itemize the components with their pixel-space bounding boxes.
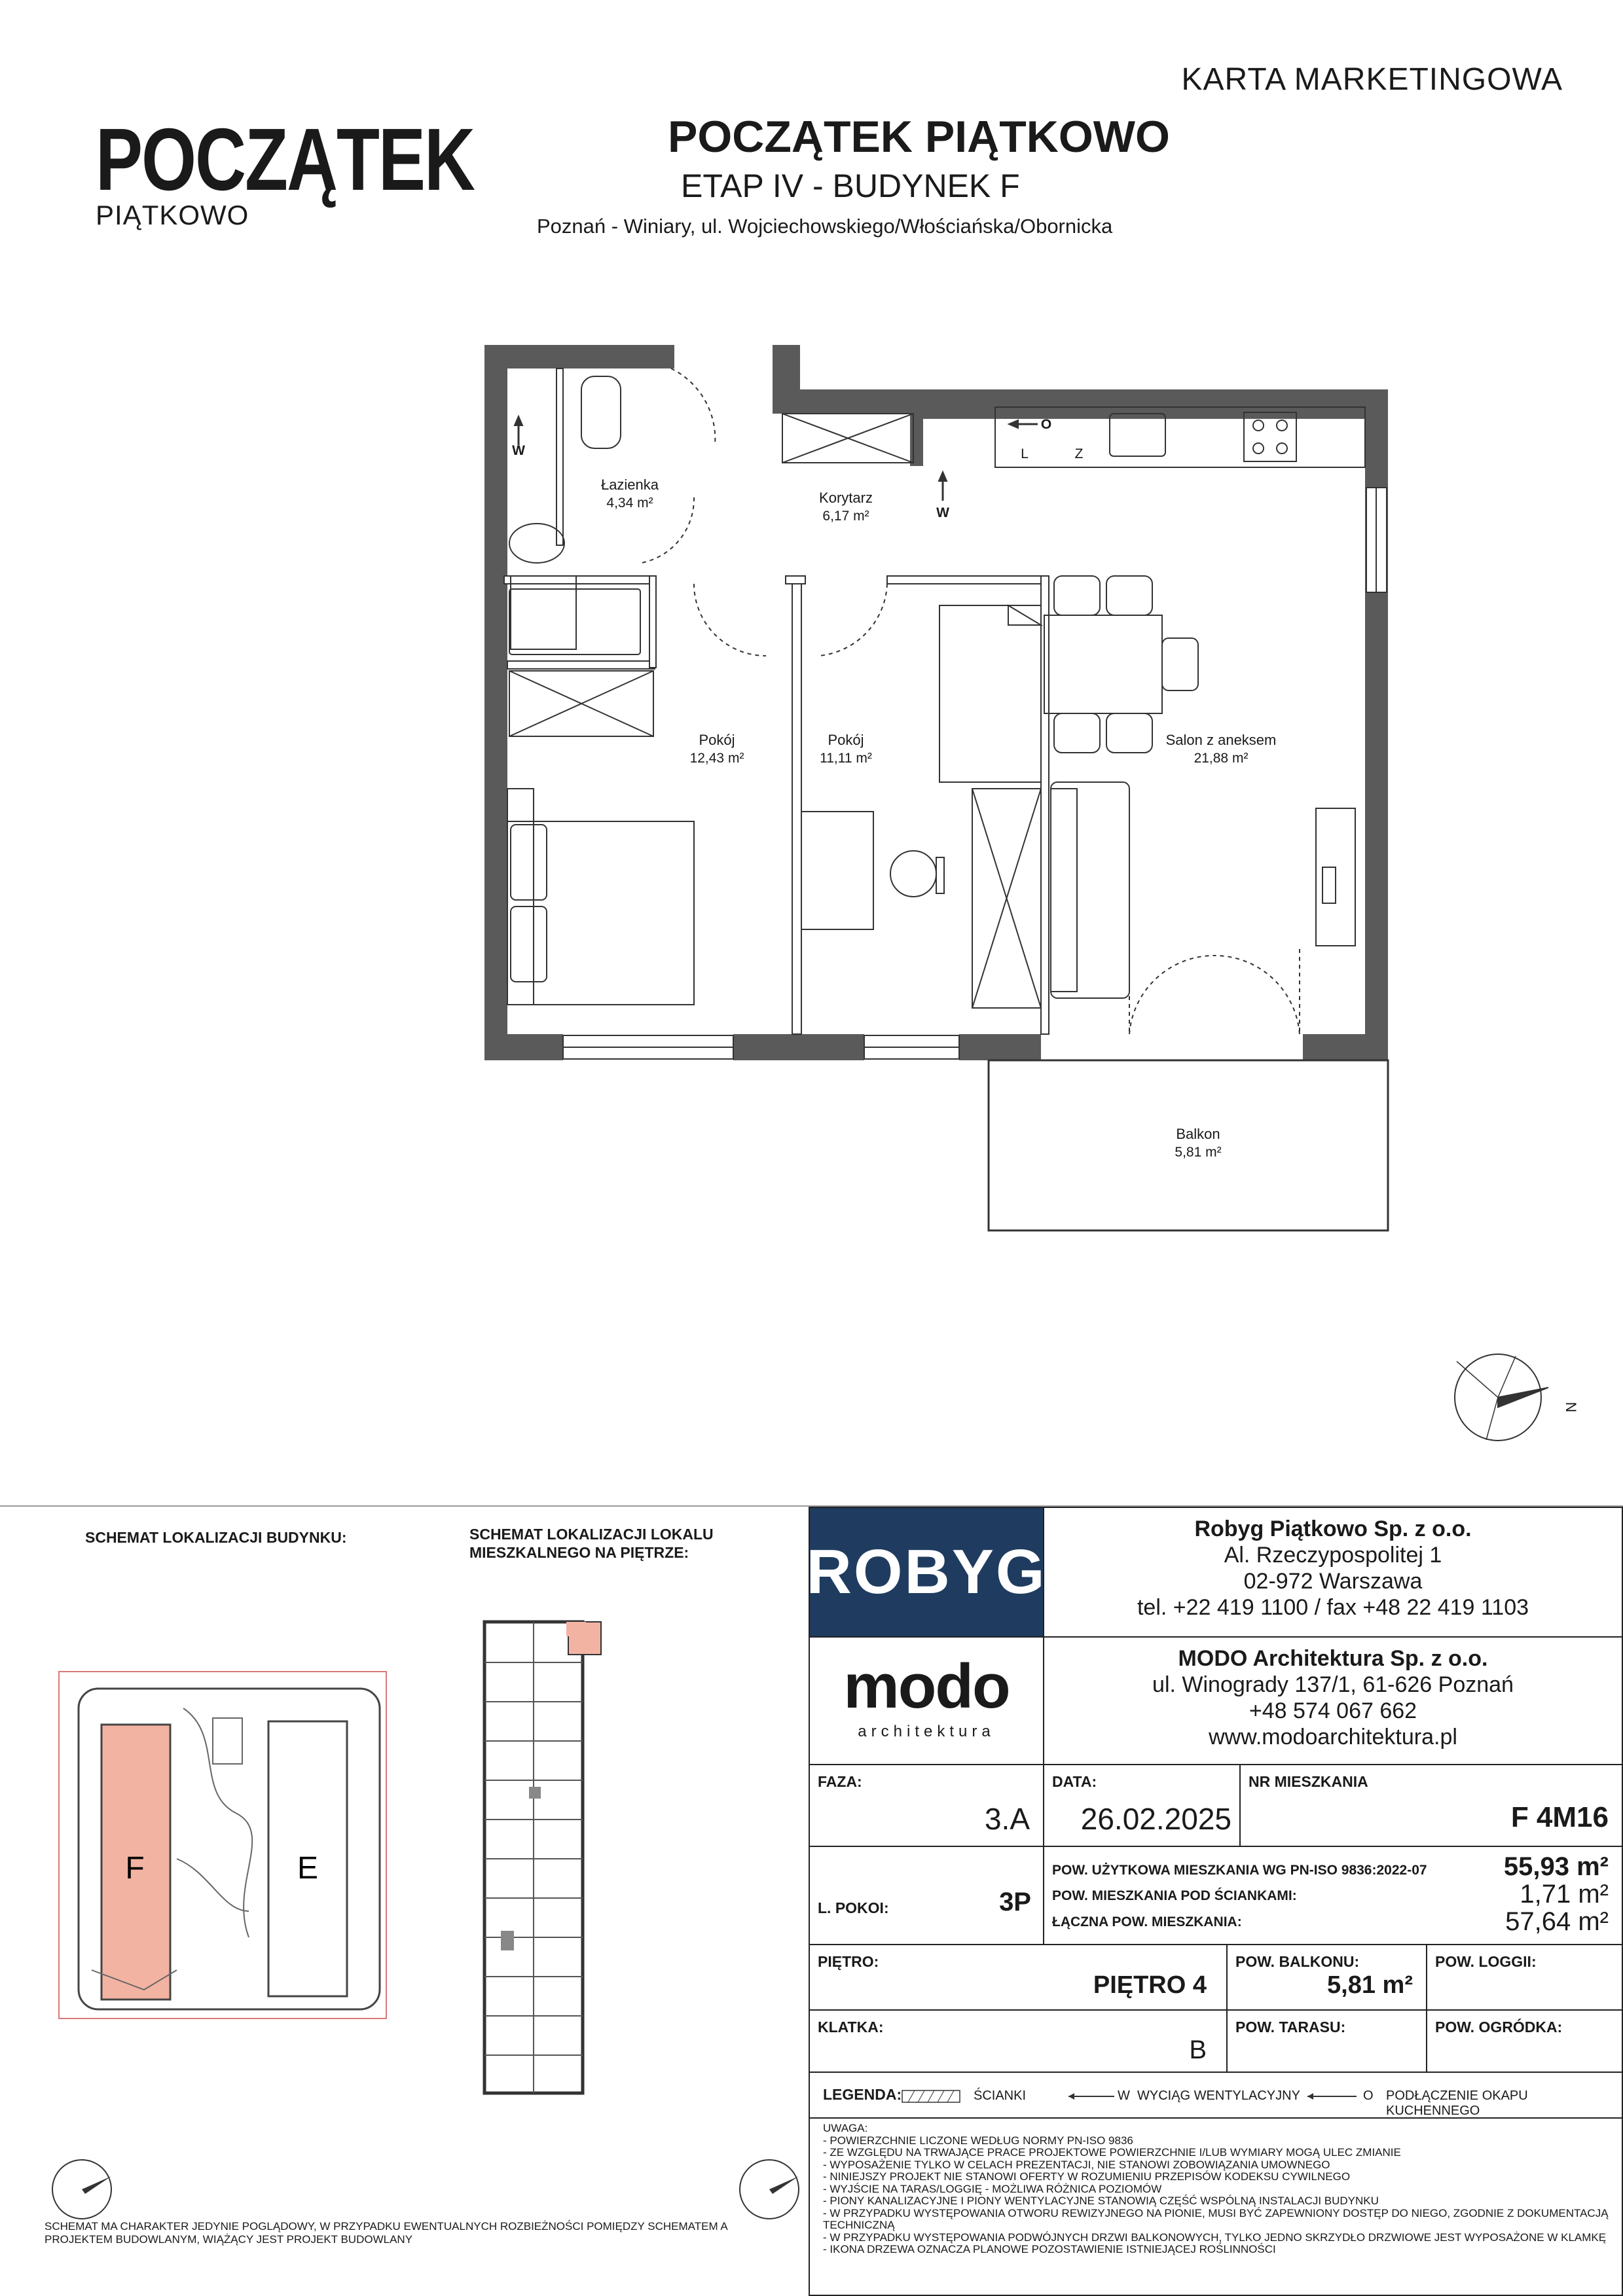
loggia-cell [1427,1945,1623,2011]
note-line: - WYPOSAŻENIE TYLKO W CELACH PREZENTACJI, NIE STANOWI ZOBOWIĄZANIA UMOWNEGO [823,2158,1330,2171]
building-f-label: F [125,1851,145,1886]
unit-location-map [471,1617,629,2101]
pokoi-cell [809,1847,1044,1945]
data-value: 26.02.2025 [1080,1802,1231,1836]
pow-uzytkowa-label: POW. UŻYTKOWA MIESZKANIA WG PN-ISO 9836:2022-07 [1052,1863,1427,1878]
room-name-korytarz: Korytarz [819,490,873,506]
klatka-label: KLATKA: [818,2018,884,2036]
faza-label: FAZA: [818,1773,862,1790]
balkon-label: POW. BALKONU: [1235,1953,1360,1970]
note-line: - WYJŚCIE NA TARAS/LOGGIĘ - MOŻLIWA RÓŻNICA POZIOMÓW [823,2182,1162,2195]
modo-info [1044,1638,1623,1765]
note-line: - POWIERZCHNIE LICZONE WEDŁUG NORMY PN-ISO 9836 [823,2134,1133,2147]
note-line: - IKONA DRZEWA OZNACZA PLANOWE POZOSTAWIENIE ISTNIEJĄCEJ ROŚLINNOŚCI [823,2243,1276,2255]
note-line: - W PRZYPADKU WYSTĘPOWANIA OTWORU REWIZYJNEGO NA PIONIE, MUSI BYĆ ZAPEWNIONY DOSTĘP DO NIEGO, ZGODNIE Z DOKUMENTACJĄ [823,2206,1609,2219]
pow-sciankami-label: POW. MIESZKANIA POD ŚCIANKAMI: [1052,1888,1297,1903]
pokoi-label: L. POKOI: [818,1899,889,1916]
room-area-pokoj-1: 12,43 m² [689,751,744,766]
room-name-salon: Salon z aneksem [1165,732,1277,748]
area-cell [1044,1847,1623,1945]
schema-footnote [45,2220,728,2246]
north-arrow-icon [46,2153,118,2225]
legend-title: LEGENDA: [823,2086,902,2103]
room-name-lazienka: Łazienka [600,476,659,493]
robyg-street: Al. Rzeczypospolitej 1 [1224,1543,1442,1568]
laczna-value: 57,64 m² [1505,1907,1609,1936]
modo-logo [809,1638,1044,1765]
laczna-label: ŁĄCZNA POW. MIESZKANIA: [1052,1914,1242,1929]
klatka-value: B [1189,2036,1207,2064]
legend [809,2073,1623,2119]
nr-value: F 4M16 [1510,1801,1609,1833]
loggia-label: POW. LOGGII: [1435,1953,1537,1970]
robyg-logo: ROBYG [809,1507,1044,1638]
faza-cell [809,1765,1044,1847]
taras-label: POW. TARASU: [1235,2018,1346,2036]
modo-logo-sub: architektura [858,1723,995,1740]
document-type: KARTA MARKETINGOWA [1181,62,1563,97]
building-schema-title: SCHEMAT LOKALIZACJI BUDYNKU: [85,1529,347,1546]
room-area-salon: 21,88 m² [1194,751,1249,766]
north-label: N [1563,1402,1579,1412]
room-name-pokoj-1: Pokój [699,732,735,748]
wall-hatch-icon [902,2090,960,2103]
note-line: - PIONY KANALIZACYJNE I PIONY WENTYLACYJNE STANOWIĄ CZĘŚĆ WSPÓLNĄ INSTALACJI BUDYNKU [823,2195,1379,2207]
legend-wyciag: WYCIĄG WENTYLACYJNY [1137,2089,1300,2103]
pow-sciankami-value: 1,71 m² [1520,1880,1609,1909]
building-e-label: E [297,1851,319,1886]
legend-o: O [1363,2089,1374,2103]
modo-company-name: MODO Architektura Sp. z o.o. [1178,1646,1488,1671]
note-line: UWAGA: [823,2122,868,2134]
hood-arrow-icon [1304,2091,1363,2102]
modo-phone: +48 574 067 662 [1249,1698,1417,1723]
unit-schema-title-line2: MIESZKALNEGO NA PIĘTRZE: [469,1544,689,1561]
brand-logo-sub: PIĄTKOWO [96,200,249,230]
note-line: - W PRZYPADKU WYSTĘPOWANIA PODWÓJNYCH DRZWI BALKONOWYCH, TYLKO JEDNO SKRZYDŁO DRZWIOWE JEST WYPOSAŻONE W KLAMKĘ [823,2231,1607,2244]
notes-box [809,2119,1623,2296]
schema-footnote-line1: SCHEMAT MA CHARAKTER JEDYNIE POGLĄDOWY, W PRZYPADKU EWENTUALNYCH ROZBIEŻNOŚCI POMIĘDZY SCHEMATEM A [45,2220,728,2233]
vent-mark-w: W [512,443,525,458]
room-area-korytarz: 6,17 m² [822,509,869,524]
room-name-pokoj-2: Pokój [828,732,864,748]
project-title: POCZĄTEK PIĄTKOWO [668,112,1170,162]
vent-arrow-icon [1065,2091,1118,2102]
balkon-value: 5,81 m² [1327,1971,1413,1999]
modo-logo-text: modo [843,1651,1010,1721]
faza-value: 3.A [984,1802,1030,1836]
robyg-city: 02-972 Warszawa [1243,1569,1423,1594]
room-name-balkon: Balkon [1176,1126,1220,1142]
notes-list [823,2123,1609,2256]
project-stage: ETAP IV - BUDYNEK F [681,168,1020,204]
brand-logo-text: POCZĄTEK [96,109,474,209]
balkon-cell [1228,1945,1427,2011]
unit-schema-title-line1: SCHEMAT LOKALIZACJI LOKALU [469,1526,714,1543]
robyg-info [1044,1507,1623,1638]
legend-scianki: ŚCIANKI [974,2089,1027,2103]
pietro-label: PIĘTRO: [818,1953,879,1970]
title-block [806,1507,1623,2296]
vent-mark-w: W [936,505,949,520]
room-area-pokoj-2: 11,11 m² [820,751,872,766]
legend-okap: PODŁĄCZENIE OKAPU KUCHENNEGO [1386,2089,1528,2118]
data-label: DATA: [1052,1773,1097,1790]
unit-schema-title [469,1525,714,1562]
data-cell [1044,1765,1241,1847]
north-arrow-icon [733,2153,805,2225]
note-line: - ZE WZGLĘDU NA TRWAJĄCE PRACE PROJEKTOWE POWIERZCHNIE I/LUB WYMIARY MOGĄ ULEC ZMIANIE [823,2146,1401,2159]
klatka-cell [809,2011,1228,2073]
ogrodek-label: POW. OGRÓDKA: [1435,2018,1563,2036]
pietro-cell [809,1945,1228,2011]
room-area-balkon: 5,81 m² [1175,1145,1222,1160]
building-location-map [52,1662,393,2029]
taras-cell [1228,2011,1427,2073]
hood-mark-o: O [1040,417,1052,432]
modo-web: www.modoarchitektura.pl [1209,1725,1457,1749]
appliance-mark-l: L [1021,446,1029,461]
ogrodek-cell [1427,2011,1623,2073]
robyg-company-name: Robyg Piątkowo Sp. z o.o. [1194,1516,1472,1541]
pietro-value: PIĘTRO 4 [1093,1971,1207,1999]
note-line: - NINIEJSZY PROJEKT NIE STANOWI OFERTY W ROZUMIENIU PRZEPISÓW KODEKSU CYWILNEGO [823,2170,1351,2183]
robyg-phone: tel. +22 419 1100 / fax +48 22 419 1103 [1137,1595,1529,1620]
nr-cell [1241,1765,1623,1847]
appliance-mark-z: Z [1074,446,1084,461]
nr-label: NR MIESZKANIA [1249,1773,1368,1790]
pow-uzytkowa-value: 55,93 m² [1503,1852,1609,1881]
modo-street: ul. Winogrady 137/1, 61-626 Poznań [1152,1672,1514,1697]
schema-footnote-line2: PROJEKTEM BUDOWLANYM, WIĄŻĄCY JEST PROJEKT BUDOWLANY [45,2233,413,2246]
legend-w: W [1118,2089,1130,2103]
pokoi-value: 3P [999,1888,1031,1916]
note-line: TECHNICZNĄ [823,2219,895,2231]
room-area-lazienka: 4,34 m² [606,495,653,511]
project-address: Poznań - Winiary, ul. Wojciechowskiego/Włościańska/Obornicka [537,215,1113,238]
